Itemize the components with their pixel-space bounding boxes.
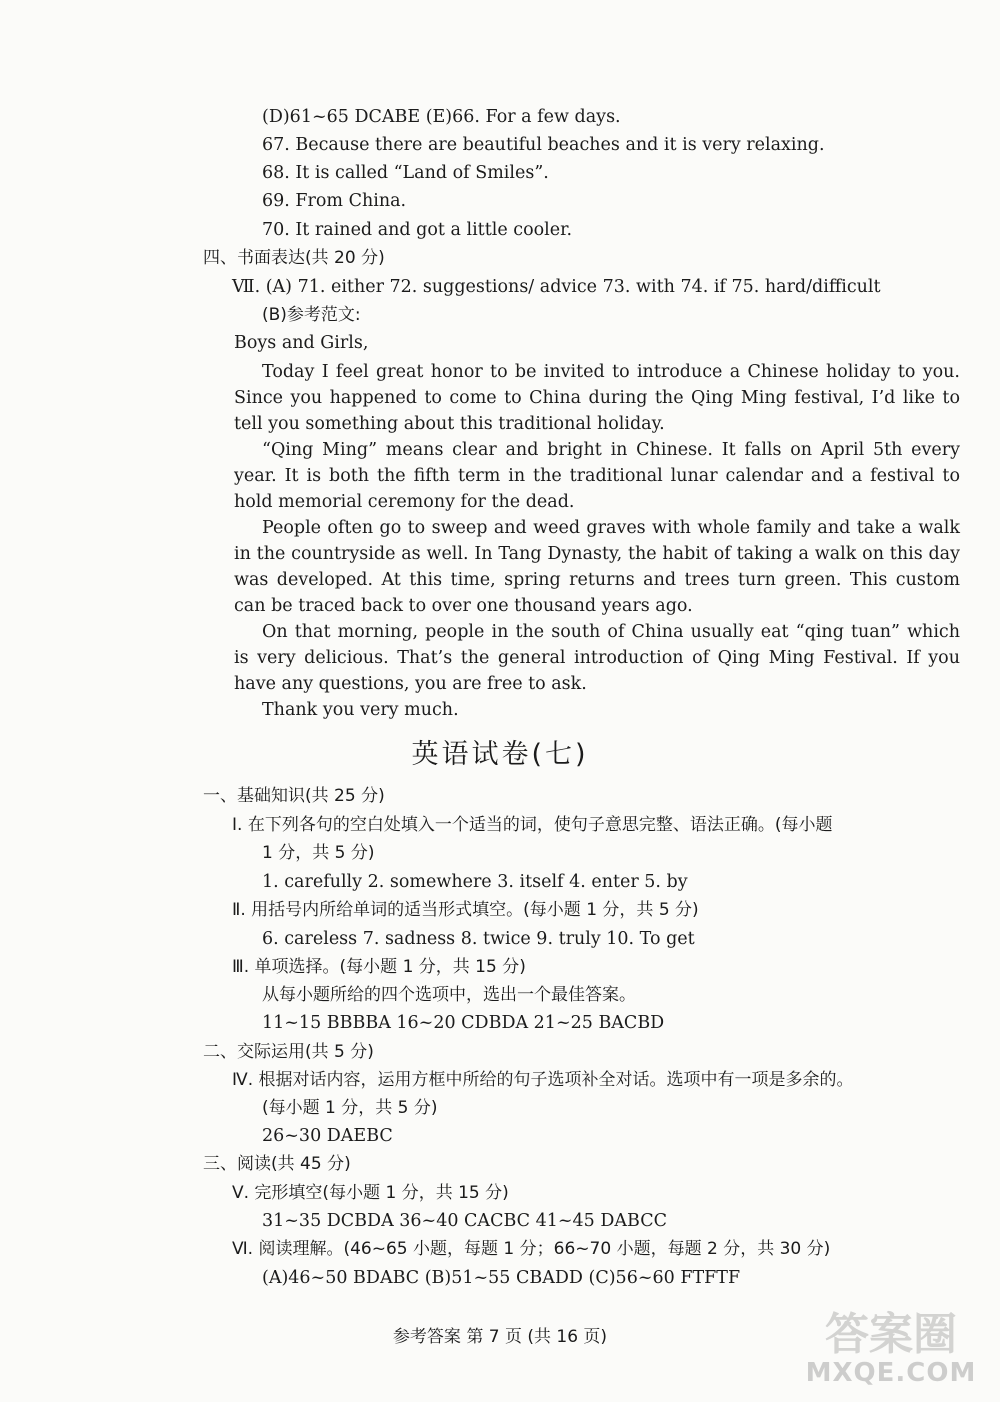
exam-title: 英语试卷(七) — [411, 739, 589, 770]
essay-greeting: Boys and Girls, — [234, 333, 369, 353]
answer-line-71-75: Ⅶ. (A) 71. either 72. suggestions/ advice 73. with 74. if 75. hard/difficult — [232, 277, 881, 297]
answer-line-67: 67. Because there are beautiful beaches and it is very relaxing. — [262, 135, 825, 155]
essay-paragraph: “Qing Ming” means clear and bright in Chinese. It falls on April 5th every year. It is both the fifth term in the traditional lunar calendar and a festival to hold memorial ceremony for the dead. — [234, 440, 960, 512]
essay-paragraph: People often go to sweep and weed graves with whole family and take a walk in the countryside as well. In Tang Dynasty, the habit of taking a walk on this day was developed. At this time, spring returns and trees turn green. This custom can be traced back to over one thousand years ago. — [234, 518, 960, 616]
page-footer: 参考答案 第 7 页 (共 16 页) — [392, 1327, 608, 1347]
answer-line-70: 70. It rained and got a little cooler. — [262, 220, 573, 240]
watermark-logo-text: 答案圈 — [825, 1309, 957, 1360]
part-iii-instruction: Ⅲ. 单项选择。(每小题 1 分，共 15 分) — [232, 957, 526, 977]
part-v-instruction: Ⅴ. 完形填空(每小题 1 分，共 15 分) — [232, 1183, 509, 1203]
part-iii-answers: 11~15 BBBBA 16~20 CDBDA 21~25 BACBD — [262, 1013, 665, 1033]
section-heading-basics: 一、基础知识(共 25 分) — [203, 786, 385, 806]
part-iv-instruction: Ⅳ. 根据对话内容，运用方框中所给的句子选项补全对话。选项中有一项是多余的。 — [232, 1070, 854, 1090]
part-ii-instruction: Ⅱ. 用括号内所给单词的适当形式填空。(每小题 1 分，共 5 分) — [232, 900, 699, 920]
watermark-logo — [796, 1298, 986, 1388]
part-i-instruction-cont: 1 分，共 5 分) — [262, 843, 375, 863]
part-i-answers: 1. carefully 2. somewhere 3. itself 4. enter 5. by — [262, 872, 688, 892]
section-heading-reading: 三、阅读(共 45 分) — [203, 1154, 351, 1174]
watermark-site: MXQE.COM — [805, 1358, 977, 1388]
part-iv-answers: 26~30 DAEBC — [262, 1126, 393, 1146]
answer-line-69: 69. From China. — [262, 191, 407, 211]
sample-essay-label: (B)参考范文: — [262, 305, 361, 325]
part-iv-instruction-cont: (每小题 1 分，共 5 分) — [262, 1098, 438, 1118]
essay-paragraph: On that morning, people in the south of China usually eat “qing tuan” which is very delicious. That’s the general introduction of Qing Ming Festival. If you have any questions, you are free to ask. — [234, 622, 960, 694]
part-v-answers: 31~35 DCBDA 36~40 CACBC 41~45 DABCC — [262, 1211, 667, 1231]
answer-line-61-66: (D)61~65 DCABE (E)66. For a few days. — [262, 107, 621, 127]
part-i-instruction: Ⅰ. 在下列各句的空白处填入一个适当的词，使句子意思完整、语法正确。(每小题 — [232, 815, 833, 835]
part-ii-answers: 6. careless 7. sadness 8. twice 9. truly 10. To get — [262, 929, 695, 949]
part-iii-subinstruction: 从每小题所给的四个选项中，选出一个最佳答案。 — [262, 985, 636, 1005]
essay-closing: Thank you very much. — [262, 700, 459, 720]
part-vi-instruction: Ⅵ. 阅读理解。(46~65 小题，每题 1 分；66~70 小题，每题 2 分，共 30 分) — [232, 1239, 831, 1259]
section-heading-writing: 四、书面表达(共 20 分) — [203, 248, 385, 268]
part-vi-answers: (A)46~50 BDABC (B)51~55 CBADD (C)56~60 FTFTF — [262, 1268, 741, 1288]
section-heading-communication: 二、交际运用(共 5 分) — [203, 1042, 374, 1062]
essay-paragraph: Today I feel great honor to be invited to introduce a Chinese holiday to you. Since you happened to come to China during the Qing Ming festival, I’d like to tell you something about this traditional holiday. — [234, 362, 960, 434]
answer-line-68: 68. It is called “Land of Smiles”. — [262, 163, 549, 183]
